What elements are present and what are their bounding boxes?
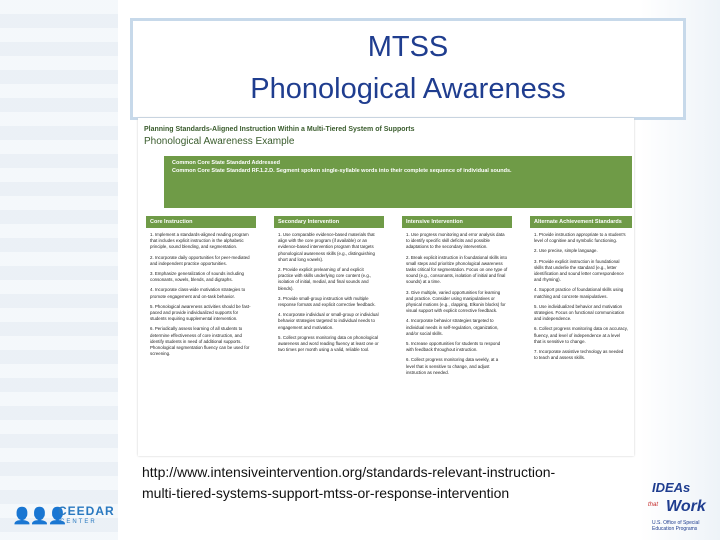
list-item: 5. Use individualized behavior and motivation strategies. Focus on functional communication and independence. (534, 303, 625, 322)
ideas-that-work-logo (648, 480, 718, 538)
list-item: 6. Periodically assess learning of all students to determine effectiveness of core instruction, and identify students in need of additional supports. Phonological segmentation fluency can be used for screening. (150, 326, 250, 357)
list-item: 3. Give multiple, varied opportunities for learning and practice. Consider using manipulatives or physical motions (e.g., clapping, Elkonin blocks) for visual support with explicit corrective feedback. (406, 289, 506, 314)
document-subheading: Phonological Awareness Example (144, 136, 295, 147)
list-item: 3. Provide explicit instruction in foundational skills that underlie the standard (e.g., letter identification and sound letter correspondence and rhyming). (534, 258, 624, 283)
list-item: 2. Use precise, simple language. (534, 248, 598, 254)
list-item: 1. Implement a standards-aligned reading program that includes explicit instruction in the alphabetic principle, sound blending, and segmentation. (150, 232, 249, 250)
ceedar-logo (12, 502, 122, 534)
list-item: 1. Provide instruction appropriate to a student's level of cognitive and symbolic functioning. (534, 232, 626, 244)
column-secondary (274, 216, 384, 434)
column-header: Secondary Intervention (274, 216, 384, 228)
list-item: 6. Collect progress monitoring data weekly, at a level that is sensitive to change, and adjust instruction as needed. (406, 357, 499, 375)
list-item: 1. Use progress monitoring and error analysis data to identify specific skill deficits and possible adaptations to the secondary intervention. (406, 232, 505, 250)
osep-agency-text: U.S. Office of Special Education Programs (652, 520, 700, 532)
list-item: 6. Collect progress monitoring data on accuracy, fluency, and level of independence at a level that is sensitive to change. (534, 326, 628, 344)
list-item: 2. Provide explicit prelearning of and explicit practice with skills underlying core content (e.g., isolation of initial, medial, and final sounds and blends). (278, 267, 372, 291)
column-alternate (530, 216, 632, 434)
standard-box (164, 156, 632, 208)
list-item: 3. Provide small-group instruction with multiple response formats and explicit corrective feedback. (278, 295, 376, 308)
column-body (530, 228, 632, 369)
list-item: 4. Support practice of foundational skills using matching and concrete manipulatives. (534, 287, 624, 299)
list-item: 1. Use comparable evidence-based materials that align with the core program (if available) or an evidence-based intervention program that targets phonological awareness skills (e.g., distinguishing short and long vowels). (278, 232, 375, 262)
list-item: 7. Incorporate assistive technology as needed to teach and assess skills. (534, 349, 624, 361)
document-heading: Planning Standards-Aligned Instruction Within a Multi-Tiered System of Supports (144, 126, 415, 133)
slide-title-line2: Phonological Awareness (250, 73, 566, 105)
source-url[interactable] (142, 462, 682, 504)
source-url-line1[interactable]: http://www.intensiveintervention.org/standards-relevant-instruction- (142, 464, 556, 480)
left-decor-panel (0, 0, 118, 540)
column-intensive (402, 216, 512, 434)
ceedar-wordmark: CEEDAR (58, 504, 115, 518)
list-item: 4. Incorporate class-wide motivation strategies to promote engagement and on-task behavior. (150, 287, 246, 299)
column-header: Alternate Achievement Standards (530, 216, 632, 228)
list-item: 3. Emphasize generalization of sounds including consonants, vowels, blends, and digraphs. (150, 271, 244, 283)
list-item: 5. Increase opportunities for students to respond with feedback throughout instruction. (406, 341, 501, 353)
column-body (146, 228, 256, 365)
slide-title-box (130, 18, 686, 120)
standard-label: Common Core State Standard Addressed (172, 160, 280, 166)
source-url-line2[interactable]: multi-tiered-systems-support-mtss-or-response-intervention (142, 485, 510, 501)
ceedar-subword: CENTER (60, 519, 97, 525)
list-item: 2. Incorporate daily opportunities for peer-mediated and independent practice opportunities. (150, 254, 250, 266)
ideas-work: Work (666, 498, 706, 515)
slide-title-line1: MTSS (367, 31, 449, 63)
standard-text: Common Core State Standard RF.1.2.D. Segment spoken single-syllable words into their complete sequence of individual sounds. (172, 168, 512, 174)
list-item: 4. Incorporate behavior strategies targeted to individual needs in self-regulation, organization, and/or social skills. (406, 318, 499, 336)
list-item: 5. Collect progress monitoring data on phonological awareness and word reading fluency at least one or two times per month using a valid, reliable tool. (278, 334, 379, 353)
column-header: Intensive Intervention (402, 216, 512, 228)
list-item: 5. Phonological awareness activities should be fast-paced and provide individualized supports for students requiring supplemental intervention. (150, 303, 251, 322)
column-core (146, 216, 256, 434)
column-header: Core Instruction (146, 216, 256, 228)
ideas-wordmark: IDEAs (652, 480, 691, 495)
list-item: 2. Break explicit instruction in foundational skills into small steps and prioritize phonological awareness tasks critical for segmentation. Focus on one type of sound (e.g., consonants, isolation of initial and final sounds) at a time. (406, 254, 508, 285)
people-icon: 👤👤👤 (12, 508, 66, 525)
list-item: 4. Incorporate individual or small-group or individual behavior strategies targeted to individual needs to engagement and motivation. (278, 312, 379, 330)
column-body (274, 228, 384, 361)
column-body (402, 228, 512, 384)
ideas-that: that (648, 502, 659, 508)
embedded-document-image (138, 118, 634, 456)
